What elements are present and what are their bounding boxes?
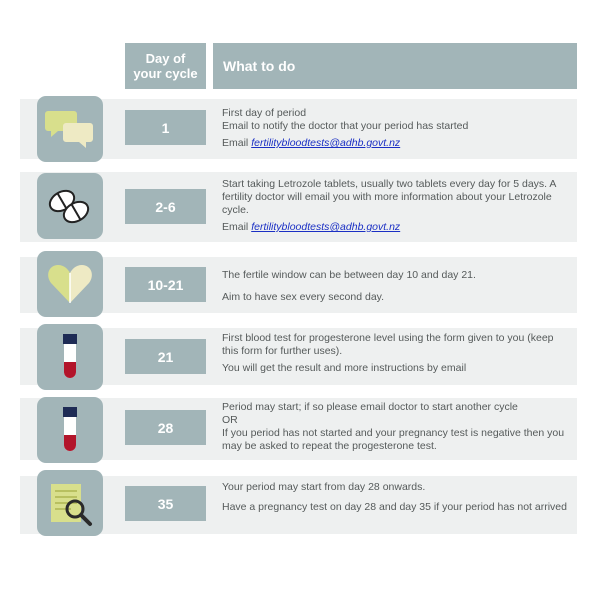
blood-tube-icon <box>37 397 103 463</box>
instruction-line: Start taking Letrozole tablets, usually two tablets every day for 5 days. A fertility doctor will email you with more information about your Letrozole cycle. <box>222 178 556 216</box>
blood-tube-icon <box>37 324 103 390</box>
document-magnifier-icon <box>37 470 103 536</box>
email-link[interactable]: fertilitybloodtests@adhb.govt.nz <box>251 137 401 149</box>
instruction-line: If you period has not started and your pregnancy test is negative then you may be asked to repeat the progesterone test. <box>222 427 565 452</box>
row-instructions <box>222 401 567 457</box>
day-box: 1 <box>125 110 206 145</box>
email-line <box>222 137 567 150</box>
email-line <box>222 221 567 234</box>
instruction-line: OR <box>222 414 238 426</box>
instruction-line: Email to notify the doctor that your period has started <box>222 120 469 132</box>
day-box: 10-21 <box>125 267 206 302</box>
instruction-line: You will get the result and more instructions by email <box>222 362 467 374</box>
instruction-line: Period may start; if so please email doctor to start another cycle <box>222 401 518 413</box>
instruction-line: Your period may start from day 28 onwards. <box>222 481 426 493</box>
instruction-line: Have a pregnancy test on day 28 and day 35 if your period has not arrived <box>222 501 567 513</box>
row-instructions <box>222 481 567 518</box>
day-box: 21 <box>125 339 206 374</box>
day-of-cycle-header: Day of your cycle <box>125 43 206 89</box>
row-instructions <box>222 332 567 379</box>
row-instructions <box>222 107 567 154</box>
tablets-icon <box>37 173 103 239</box>
heart-icon <box>37 251 103 317</box>
row-instructions <box>222 269 567 308</box>
day-box: 2-6 <box>125 189 206 224</box>
speech-bubbles-icon <box>37 96 103 162</box>
email-prefix: Email <box>222 137 252 149</box>
instruction-line: First day of period <box>222 107 307 119</box>
what-to-do-header: What to do <box>213 43 577 89</box>
row-instructions <box>222 178 567 238</box>
instruction-line: First blood test for progesterone level using the form given to you (keep this form for further uses). <box>222 332 554 357</box>
instruction-line: Aim to have sex every second day. <box>222 291 385 303</box>
day-box: 35 <box>125 486 206 521</box>
day-box: 28 <box>125 410 206 445</box>
email-link[interactable]: fertilitybloodtests@adhb.govt.nz <box>251 221 401 233</box>
email-prefix: Email <box>222 221 252 233</box>
instruction-line: The fertile window can be between day 10 and day 21. <box>222 269 476 281</box>
